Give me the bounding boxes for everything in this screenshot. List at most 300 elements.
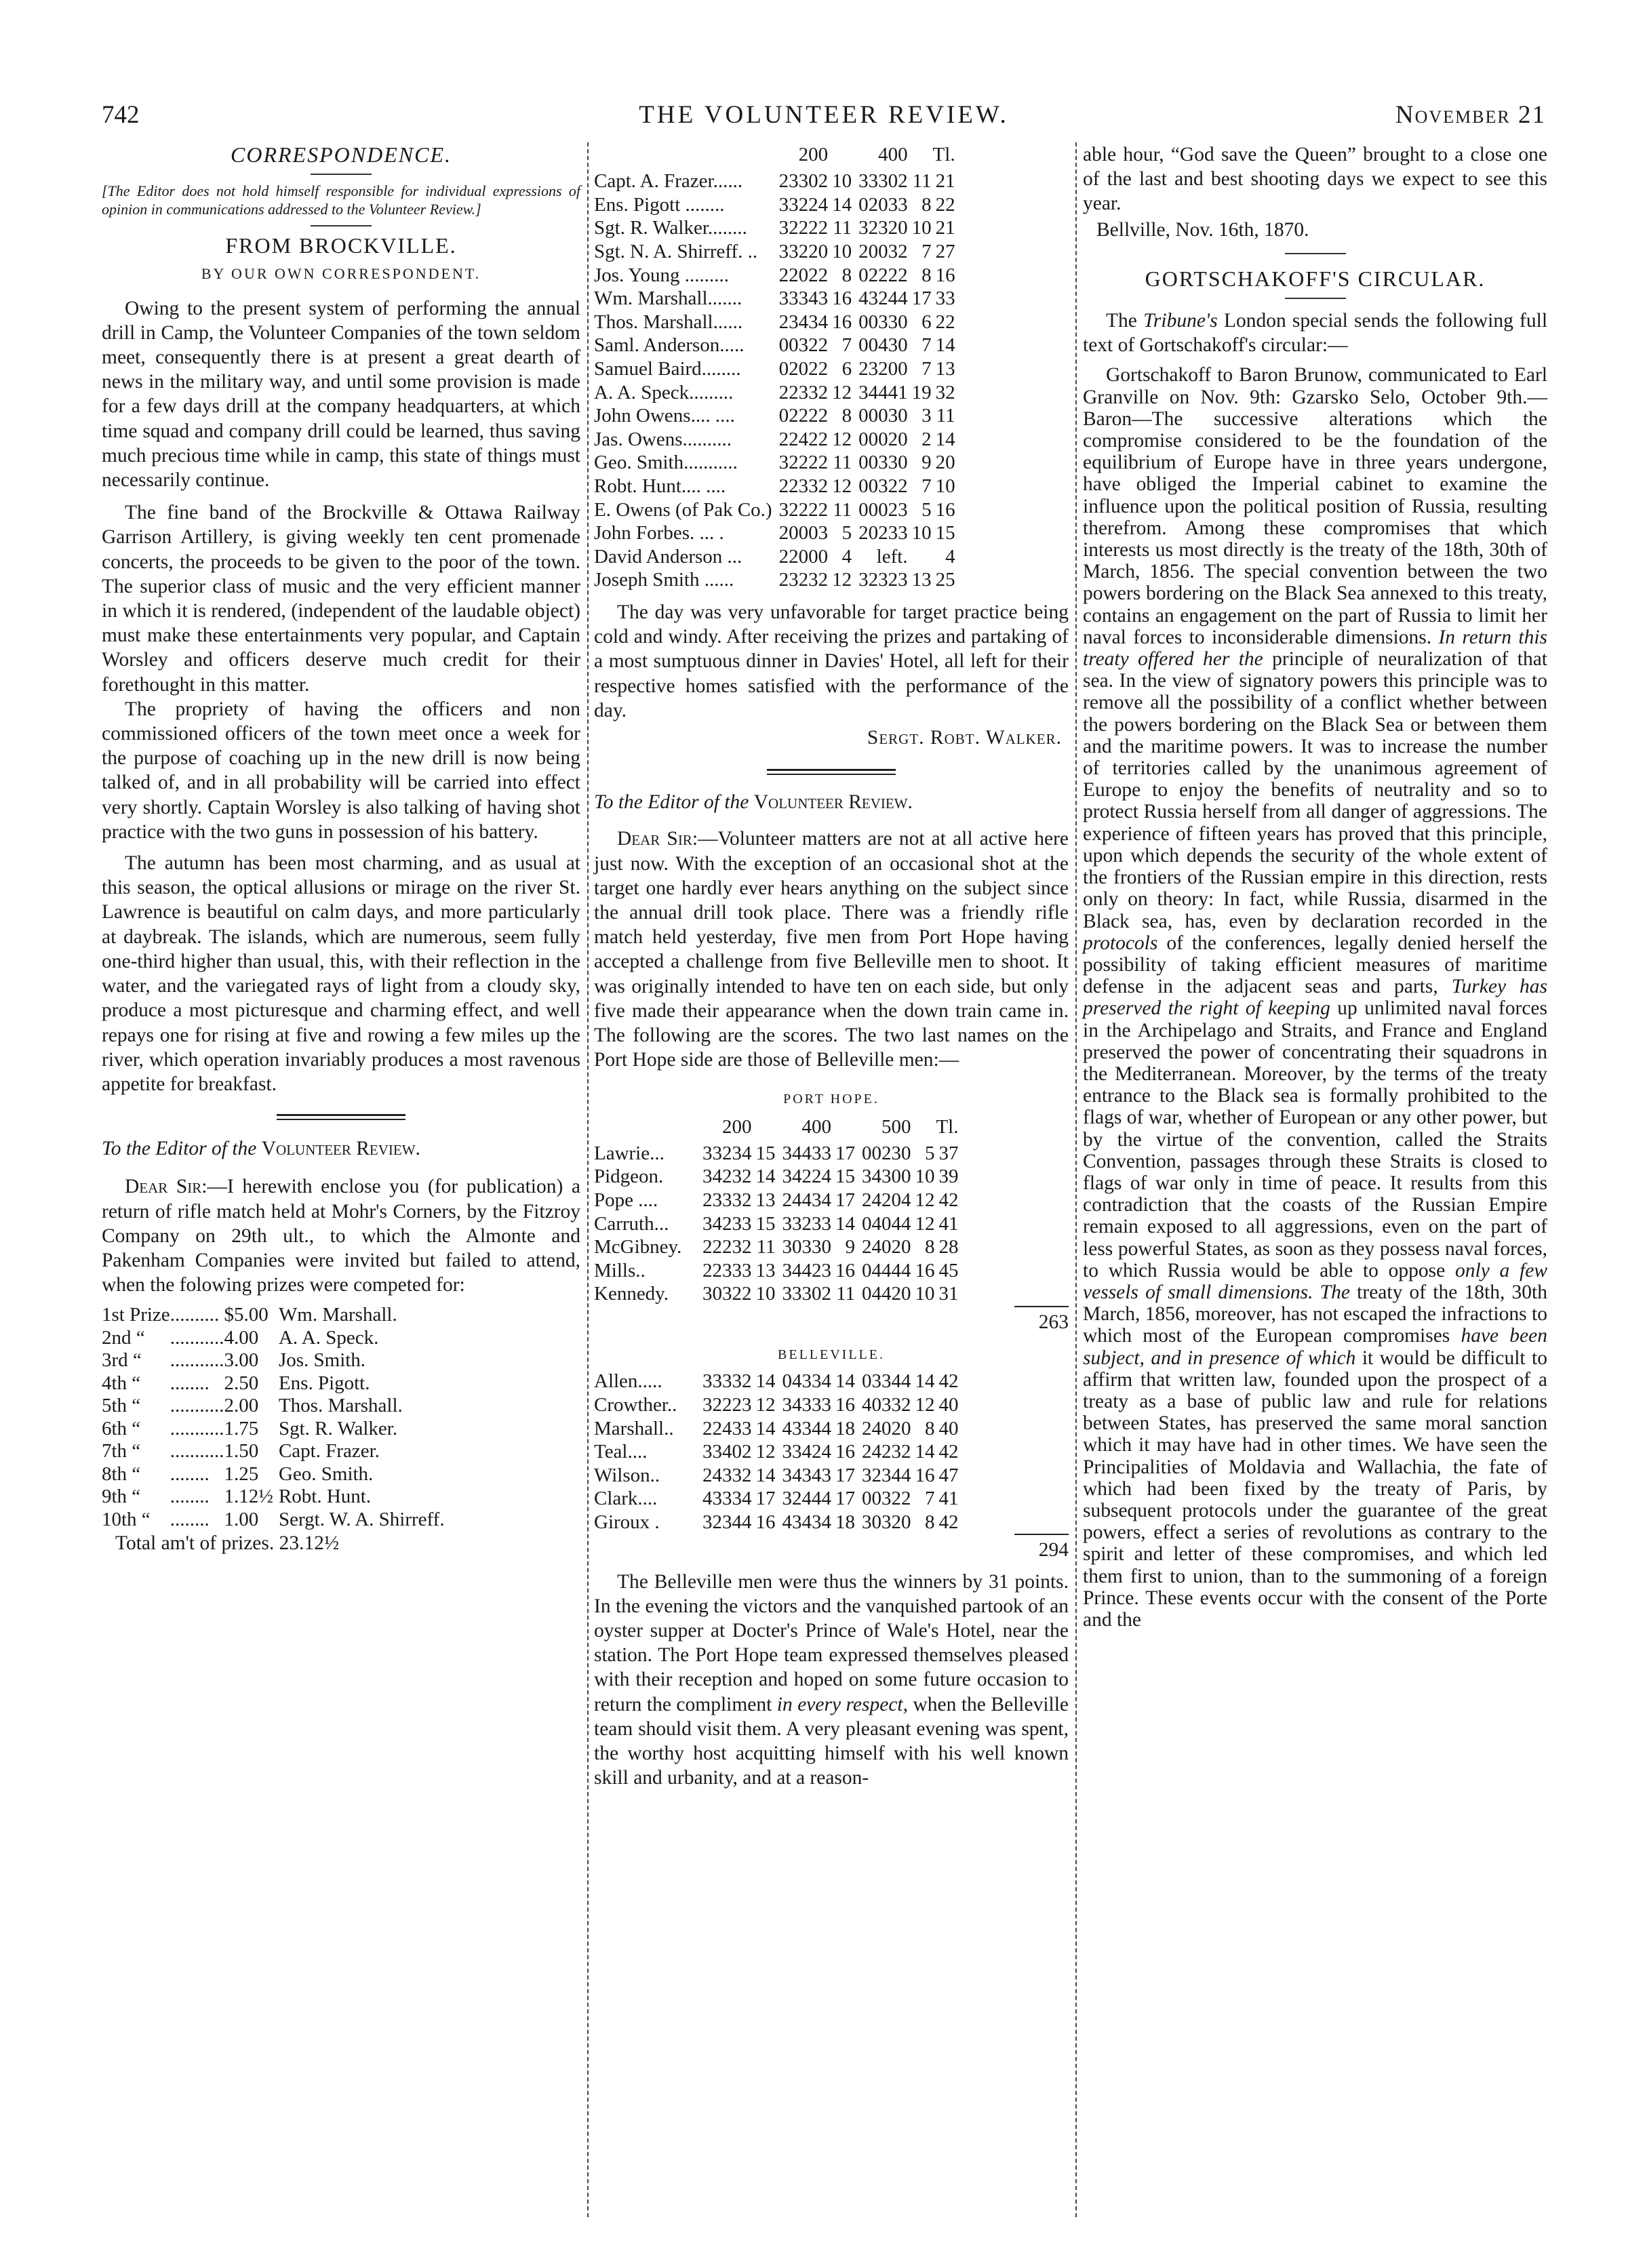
- dateline: Bellville, Nov. 16th, 1870.: [1096, 218, 1309, 241]
- score-500: 32344: [862, 1464, 911, 1486]
- shooter-name: Samuel Baird........: [594, 357, 741, 380]
- shooter-name: Capt. A. Frazer......: [594, 170, 743, 193]
- score-400: 32444: [782, 1488, 831, 1510]
- points-200: 13: [755, 1189, 776, 1211]
- leader-dots: ...........: [170, 1440, 224, 1463]
- score-500: 24232: [862, 1441, 911, 1463]
- paragraph: [102, 1174, 580, 1297]
- header-blank: [594, 142, 772, 170]
- score-200: 00322: [778, 334, 829, 357]
- article-title: GORTSCHAKOFF'S CIRCULAR.: [1145, 266, 1486, 291]
- score-row: [594, 170, 955, 193]
- letter-heading-name: Volunteer Review.: [261, 1138, 420, 1160]
- shooter-name: Wm. Marshall.......: [594, 287, 742, 310]
- team-score-row: [594, 1142, 959, 1166]
- score-200: 22332: [778, 381, 829, 403]
- paragraph: [594, 827, 1069, 1072]
- salutation: Dear Sir:: [125, 1176, 207, 1198]
- points-200: 14: [755, 1417, 776, 1439]
- team-score-row: [594, 1417, 959, 1441]
- team-score-row: [594, 1282, 959, 1306]
- points-200: 8: [841, 264, 852, 286]
- prize-amount: $5.00: [224, 1304, 269, 1326]
- total-points: 22: [935, 311, 955, 333]
- points-500: 8: [925, 1417, 935, 1439]
- score-500: 04444: [862, 1259, 911, 1281]
- text-run-italic: protocols: [1083, 932, 1158, 954]
- points-200: 13: [755, 1259, 776, 1281]
- prize-row: [102, 1372, 445, 1395]
- prize-amount: 1.50: [224, 1440, 259, 1463]
- column-3: [1083, 142, 1547, 1631]
- total-points: 27: [935, 240, 955, 262]
- score-400: 34343: [782, 1464, 831, 1486]
- prize-amount: 3.00: [224, 1349, 259, 1372]
- paragraph: [594, 1570, 1069, 1791]
- total-points: 11: [936, 405, 955, 427]
- score-200: 22333: [702, 1259, 752, 1281]
- prize-winner: Sergt. W. A. Shirreff.: [278, 1508, 445, 1530]
- total-points: 20: [935, 452, 955, 474]
- score-row: [594, 404, 955, 428]
- paragraph: The propriety of having the officers and non commissioned officers of the town meet once a week for the purpose of coaching up in the new drill is now being talked of, and in all probability will be carried into effect very shortly. Captain Worsley is also talking of having shot practice with the two guns in possession of his battery.: [102, 698, 580, 843]
- points-500: 7: [925, 1488, 935, 1510]
- score-200: 22332: [778, 475, 829, 497]
- total-points: 45: [938, 1259, 959, 1281]
- leader-dots: ...........: [170, 1395, 224, 1417]
- total-points: 21: [935, 217, 955, 239]
- points-400: 8: [921, 264, 932, 286]
- prize-row: [102, 1486, 445, 1509]
- header-blank: [911, 1115, 935, 1142]
- header-blank: [831, 1115, 855, 1142]
- score-400: left.: [876, 545, 908, 568]
- leader-dots: ........: [170, 1486, 210, 1508]
- prize-winner: Jos. Smith.: [278, 1349, 366, 1372]
- shooter-name: Pidgeon.: [594, 1166, 664, 1188]
- score-500: 03344: [862, 1370, 911, 1393]
- points-400: 2: [921, 428, 932, 450]
- score-200: 23302: [778, 170, 829, 193]
- total-points: 37: [938, 1142, 959, 1164]
- leader-dots: ...........: [170, 1349, 224, 1372]
- prize-place: 5th “: [102, 1395, 141, 1417]
- score-200: 32223: [702, 1393, 752, 1416]
- col-header-total: Tl.: [932, 144, 955, 165]
- column-divider: [587, 142, 589, 2217]
- prize-place: 1st Prize: [102, 1304, 170, 1326]
- letter-heading-prefix: To the Editor of the: [102, 1138, 257, 1160]
- total-points: 16: [935, 498, 955, 521]
- shooter-name: E. Owens (of Pak Co.): [594, 498, 772, 521]
- shooter-name: Giroux .: [594, 1511, 660, 1533]
- shooter-name: John Owens.... ....: [594, 405, 735, 427]
- score-400: 00322: [858, 475, 908, 497]
- score-200: 02022: [778, 357, 829, 380]
- score-400: 34333: [782, 1393, 831, 1416]
- running-head: [102, 95, 1546, 136]
- score-400: 00020: [858, 428, 908, 450]
- score-row: [594, 498, 955, 522]
- score-row: [594, 264, 955, 287]
- score-400: 00330: [858, 311, 908, 333]
- prize-row: [102, 1349, 445, 1372]
- score-row: [594, 521, 955, 545]
- score-row: [594, 545, 955, 569]
- shooter-name: McGibney.: [594, 1236, 682, 1258]
- points-200: 11: [833, 452, 852, 474]
- col-header-500: 500: [881, 1115, 911, 1138]
- fitzroy-score-table: [594, 142, 955, 592]
- text-run-italic: Turkey has preserved the right of keeping: [1083, 976, 1548, 1020]
- team-score-row: [594, 1464, 959, 1488]
- col-header-blank: [828, 142, 852, 170]
- score-500: 24020: [862, 1417, 911, 1439]
- team-score-row: [594, 1212, 959, 1236]
- total-points: 16: [935, 264, 955, 286]
- score-200: 22232: [702, 1236, 752, 1258]
- score-400: 33424: [782, 1441, 831, 1463]
- total-points: 42: [938, 1511, 959, 1533]
- prize-amount: 1.00: [224, 1508, 259, 1530]
- total-points: 41: [938, 1212, 959, 1235]
- total-points: 42: [938, 1370, 959, 1393]
- score-200: 33402: [702, 1441, 752, 1463]
- col-header-200: 200: [798, 144, 829, 165]
- total-points: 4: [945, 545, 955, 568]
- points-400: 15: [835, 1166, 855, 1188]
- points-500: 14: [915, 1370, 935, 1393]
- shooter-name: Carruth...: [594, 1212, 669, 1235]
- header-blank: [594, 1115, 696, 1142]
- points-200: 15: [755, 1142, 776, 1164]
- score-400: 04334: [782, 1370, 831, 1393]
- score-200: 32222: [778, 498, 829, 521]
- shooter-name: Clark....: [594, 1488, 658, 1510]
- score-400: 30330: [782, 1236, 831, 1258]
- prize-amount: 1.25: [224, 1463, 259, 1485]
- points-400: 3: [921, 405, 932, 427]
- shooter-name: Sgt. N. A. Shirreff. ..: [594, 240, 758, 262]
- score-row: [594, 568, 955, 592]
- belleville-caption: BELLEVILLE.: [778, 1347, 885, 1363]
- shooter-name: Saml. Anderson.....: [594, 334, 745, 357]
- score-200: 22000: [778, 545, 829, 568]
- points-200: 16: [755, 1511, 776, 1533]
- leader-dots: ........: [170, 1372, 210, 1394]
- points-200: 16: [832, 287, 852, 310]
- prize-amount: 2.50: [224, 1372, 259, 1394]
- points-200: 4: [841, 545, 852, 568]
- total-points: 31: [938, 1283, 959, 1305]
- score-row: [594, 334, 955, 357]
- prize-place: 6th “: [102, 1417, 141, 1439]
- points-200: 5: [841, 522, 852, 544]
- prize-place: 10th “: [102, 1508, 151, 1530]
- score-200: 43334: [702, 1488, 752, 1510]
- total-points: 14: [935, 428, 955, 450]
- score-400: 43434: [782, 1511, 831, 1533]
- shooter-name: Allen.....: [594, 1370, 662, 1393]
- column-2: [594, 142, 1069, 1791]
- points-400: 13: [911, 569, 932, 591]
- text-run: The: [1106, 310, 1137, 332]
- score-200: 24332: [702, 1464, 752, 1486]
- port-hope-total: 263: [1014, 1306, 1069, 1334]
- article-title: FROM BROCKVILLE.: [225, 233, 457, 258]
- score-400: 34224: [782, 1166, 831, 1188]
- team-score-row: [594, 1235, 959, 1259]
- team-score-row: [594, 1189, 959, 1212]
- points-400: 11: [836, 1283, 855, 1305]
- text-run: principle of neuralization of that sea. In the view of signatory powers this principle was to remove all the possibility of a conflict whether between the powers bordering on the Black Sea or between them and the maritime powers. It was to increase the number of territories called by the unanimous agreement of Europe to enjoy the benefits of neutrality and so to protect Russia herself from all danger of aggressions. The experience of fifteen years has proved that this principle, upon which depends the security of the whole extent of the frontiers of the Russian empire in this direction, rests only on theory: In fact, while Russia, disarmed in the Black sea, has, even by declaration recorded in the: [1083, 648, 1548, 932]
- points-400: 5: [921, 498, 932, 521]
- points-200: 7: [841, 334, 852, 357]
- total-points: 21: [935, 170, 955, 193]
- points-200: 10: [755, 1283, 776, 1305]
- col-header-total: Tl.: [936, 1115, 959, 1138]
- score-400: 24434: [782, 1189, 831, 1211]
- points-400: 7: [921, 240, 932, 262]
- shooter-name: Kennedy.: [594, 1283, 669, 1305]
- letter-heading-prefix: To the Editor of the: [594, 791, 749, 814]
- points-400: 7: [921, 357, 932, 380]
- header-blank: [752, 1115, 776, 1142]
- points-500: 12: [915, 1212, 935, 1235]
- prize-place: 7th “: [102, 1440, 141, 1463]
- total-points: 33: [935, 287, 955, 310]
- points-400: 16: [835, 1393, 855, 1416]
- belleville-table: [594, 1370, 959, 1534]
- shooter-name: Teal....: [594, 1441, 648, 1463]
- score-200: 20003: [778, 522, 829, 544]
- prize-winner: Robt. Hunt.: [278, 1486, 372, 1508]
- col-header-blank: [908, 142, 932, 170]
- text-run-italic: Tribune's: [1143, 310, 1218, 332]
- points-400: 8: [921, 193, 932, 216]
- points-500: 8: [925, 1511, 935, 1533]
- column-1: [102, 142, 580, 1556]
- prize-place: 4th “: [102, 1372, 141, 1394]
- leader-dots: ...........: [170, 1417, 224, 1439]
- points-400: 10: [911, 522, 932, 544]
- score-200: 34232: [702, 1166, 752, 1188]
- text-run: Gortschakoff to Baron Brunow, communicated to Earl Granville on Nov. 9th: Gzarsko Selo, October 9th.—Baron—The successive alterations which the compromise considered to be the foundation of the equilibrium of Europe have in three years undergone, have obliged the Imperial cabinet to examine the influence upon the political position of Russia, resulting therefrom. Among these compromises that which interests us most directly is the treaty of the 18th, 30th of March, 1856. The special convention between the two powers bordering on the Black Sea annexed to this treaty, contains an engagement on the part of Russia to limit her naval forces to inconsiderable dimensions.: [1083, 364, 1547, 648]
- score-row: [594, 428, 955, 452]
- total-points: 41: [938, 1488, 959, 1510]
- col-header-400: 400: [801, 1115, 831, 1138]
- total-points: 40: [938, 1417, 959, 1439]
- points-400: 17: [835, 1488, 855, 1510]
- letter-heading: [102, 1136, 580, 1161]
- text-run: it would be difficult to affirm that written law, founded upon the prospect of a treaty as a base of public law and rule for relations between States, has preserved the same moral sanction which it may have had in other times. We have seen the Principalities of Moldavia and Wallachia, the fate of which had been fixed by the treaty of Paris, by subsequent protocols under the guarantee of the great powers, effect a series of revolutions as contrary to the spirit and letter of these compromises, and which led them first to union, than to the summoning of a foreign Prince. These events occur with the consent of the Porte and the: [1083, 1347, 1547, 1631]
- points-400: 14: [835, 1212, 855, 1235]
- total-points: 47: [938, 1464, 959, 1486]
- team-score-row: [594, 1487, 959, 1511]
- score-row: [594, 240, 955, 264]
- points-400: 16: [835, 1441, 855, 1463]
- score-row: [594, 287, 955, 311]
- shooter-name: Pope ....: [594, 1189, 658, 1211]
- points-200: 12: [832, 569, 852, 591]
- score-400: 23200: [858, 357, 908, 380]
- points-200: 12: [832, 381, 852, 403]
- prize-place: 9th “: [102, 1486, 141, 1508]
- text-run: of the conferences, legally denied herself the possibility of taking efficient measures of maritime defense in the adjacent seas and parts,: [1083, 932, 1548, 998]
- prize-row: [102, 1440, 445, 1463]
- points-400: 17: [835, 1189, 855, 1211]
- points-200: 11: [833, 217, 852, 239]
- points-200: 6: [841, 357, 852, 380]
- score-200: 23332: [702, 1189, 752, 1211]
- points-400: 18: [835, 1417, 855, 1439]
- points-400: 14: [835, 1370, 855, 1393]
- score-200: 32344: [702, 1511, 752, 1533]
- score-500: 04044: [862, 1212, 911, 1235]
- score-row: [594, 216, 955, 240]
- score-200: 33220: [778, 240, 829, 262]
- prize-row: [102, 1327, 445, 1350]
- prize-winner: Wm. Marshall.: [278, 1304, 397, 1326]
- port-hope-table: [594, 1115, 959, 1306]
- team-score-row: [594, 1511, 959, 1534]
- shooter-name: A. A. Speck.........: [594, 381, 734, 403]
- prize-winner: Thos. Marshall.: [278, 1395, 403, 1417]
- points-200: 12: [755, 1393, 776, 1416]
- shooter-name: Crowther..: [594, 1393, 677, 1416]
- points-200: 12: [832, 428, 852, 450]
- score-400: 02222: [858, 264, 908, 286]
- score-200: 33332: [702, 1370, 752, 1393]
- text-run: when the Belleville team should visit them. A very pleasant evening was spent, the worthy host acquitting himself with his well known skill and urbanity, and at a reason-: [594, 1693, 1069, 1789]
- points-500: 5: [925, 1142, 935, 1164]
- shooter-name: Joseph Smith ......: [594, 569, 734, 591]
- points-200: 10: [832, 240, 852, 262]
- byline: BY OUR OWN CORRESPONDENT.: [201, 265, 481, 283]
- total-points: 13: [935, 357, 955, 380]
- shooter-name: Wilson..: [594, 1464, 660, 1486]
- score-400: 34433: [782, 1142, 831, 1164]
- score-500: 00230: [862, 1142, 911, 1164]
- paragraph: The autumn has been most charming, and as usual at this season, the optical allusions or mirage on the river St. Lawrence is beautiful on calm days, and more particularly at daybreak. The islands, which are numerous, seem fully one-third higher than usual, this, with their reflection in the water, and the variegated rays of light from a cloudy sky, produce a most picturesque and charming effect, and well repays one for rising at five and rowing a few miles up the river, which operation invariably produces a most ravenous appetite for breakfast.: [102, 852, 580, 1095]
- shooter-name: Jos. Young .........: [594, 264, 730, 286]
- paragraph: [1083, 309, 1547, 357]
- score-500: 24204: [862, 1189, 911, 1211]
- points-200: 17: [755, 1488, 776, 1510]
- prize-winner: Sgt. R. Walker.: [278, 1417, 398, 1439]
- score-200: 33343: [778, 287, 829, 310]
- salutation: Dear Sir:: [617, 828, 698, 850]
- score-200: 23232: [778, 569, 829, 591]
- score-200: 34233: [702, 1212, 752, 1235]
- double-rule: [277, 1114, 405, 1120]
- port-hope-caption: PORT HOPE.: [783, 1092, 879, 1107]
- score-400: 20032: [858, 240, 908, 262]
- prize-amount: 1.75: [224, 1417, 259, 1439]
- shooter-name: Thos. Marshall......: [594, 311, 743, 333]
- shooter-name: Robt. Hunt.... ....: [594, 475, 726, 497]
- prize-place: 2nd “: [102, 1326, 145, 1349]
- points-500: 8: [925, 1236, 935, 1258]
- editor-note: [The Editor does not hold himself responsible for individual expressions of opinion in communications addressed to the Volunteer Review.]: [102, 182, 580, 218]
- points-500: 14: [915, 1441, 935, 1463]
- text-run: The Belleville men were thus the winners by 31 points. In the evening the victors and the vanquished partook of an oyster supper at Docter's Prince of Wale's Hotel, near the station. The Port Hope team expressed themselves pleased with their reception and hoped on some future occasion to return the compliment: [594, 1570, 1069, 1715]
- points-200: 16: [832, 311, 852, 333]
- col-header-200: 200: [722, 1115, 752, 1138]
- points-200: 14: [755, 1166, 776, 1188]
- score-500: 34300: [862, 1166, 911, 1188]
- total-points: 14: [935, 334, 955, 357]
- score-400: 32323: [858, 569, 908, 591]
- team-score-row: [594, 1440, 959, 1464]
- points-500: 12: [915, 1189, 935, 1211]
- points-400: 18: [835, 1511, 855, 1533]
- text-run: treaty of the 18th, 30th March, 1856, moreover, has not escaped the infractions to which most of the European compromises: [1083, 1281, 1547, 1347]
- points-200: 10: [832, 170, 852, 193]
- total-points: 15: [935, 522, 955, 544]
- total-points: 42: [938, 1189, 959, 1211]
- prize-row: [102, 1463, 445, 1486]
- score-200: 22422: [778, 428, 829, 450]
- prize-row: [102, 1304, 445, 1327]
- shooter-name: Mills..: [594, 1259, 646, 1281]
- score-400: 20233: [858, 522, 908, 544]
- letter-heading: [594, 790, 1069, 814]
- total-points: 25: [935, 569, 955, 591]
- text-run-italic: have been subject, and in presence of which: [1083, 1325, 1547, 1369]
- score-500: 40332: [862, 1393, 911, 1416]
- team-score-row: [594, 1393, 959, 1417]
- paragraph: [1083, 364, 1547, 1631]
- score-400: 43344: [782, 1417, 831, 1439]
- points-400: 17: [835, 1142, 855, 1164]
- team-score-row: [594, 1165, 959, 1189]
- shooter-name: David Anderson ...: [594, 545, 742, 568]
- points-400: 11: [912, 170, 932, 193]
- score-200: 32222: [778, 217, 829, 239]
- text-run-italic: only a few vessels of small dimensions. The: [1083, 1259, 1548, 1303]
- prize-amount: 4.00: [224, 1326, 259, 1349]
- divider: [1285, 298, 1346, 299]
- points-200: 8: [841, 405, 852, 427]
- team-score-row: [594, 1259, 959, 1283]
- score-row: [594, 381, 955, 405]
- issue-date: November 21: [1395, 101, 1546, 129]
- prize-winner: A. A. Speck.: [278, 1326, 379, 1349]
- leader-dots: ........: [170, 1463, 210, 1485]
- total-points: 39: [938, 1166, 959, 1188]
- prize-amount: 1.12½: [224, 1486, 273, 1508]
- signature: Sergt. Robt. Walker.: [867, 726, 1062, 749]
- col-header-400: 400: [878, 144, 908, 165]
- column-divider: [1075, 142, 1077, 2217]
- score-200: 33224: [778, 193, 829, 216]
- shooter-name: Marshall..: [594, 1417, 674, 1439]
- score-row: [594, 311, 955, 334]
- score-200: 32222: [778, 452, 829, 474]
- total-points: 42: [938, 1441, 959, 1463]
- score-row: [594, 357, 955, 381]
- points-400: 9: [921, 452, 932, 474]
- leader-dots: ..........: [170, 1304, 220, 1326]
- shooter-name: Ens. Pigott ........: [594, 193, 725, 216]
- paragraph: Owing to the present system of performing the annual drill in Camp, the Volunteer Companies of the town seldom meet, consequently there is at present a great dearth of news in the military way, and until some provision is made for a few days drill at the company headquarters, at which time squad and company drill could be learned, thus saving much precious time while in camp, this state of things must necessarily continue.: [102, 297, 580, 492]
- text-run: London special sends the following full text of Gortschakoff's circular:—: [1083, 310, 1548, 357]
- score-400: 43244: [858, 287, 908, 310]
- total-points: 10: [935, 475, 955, 497]
- points-400: 6: [921, 311, 932, 333]
- section-title: CORRESPONDENCE.: [231, 142, 452, 167]
